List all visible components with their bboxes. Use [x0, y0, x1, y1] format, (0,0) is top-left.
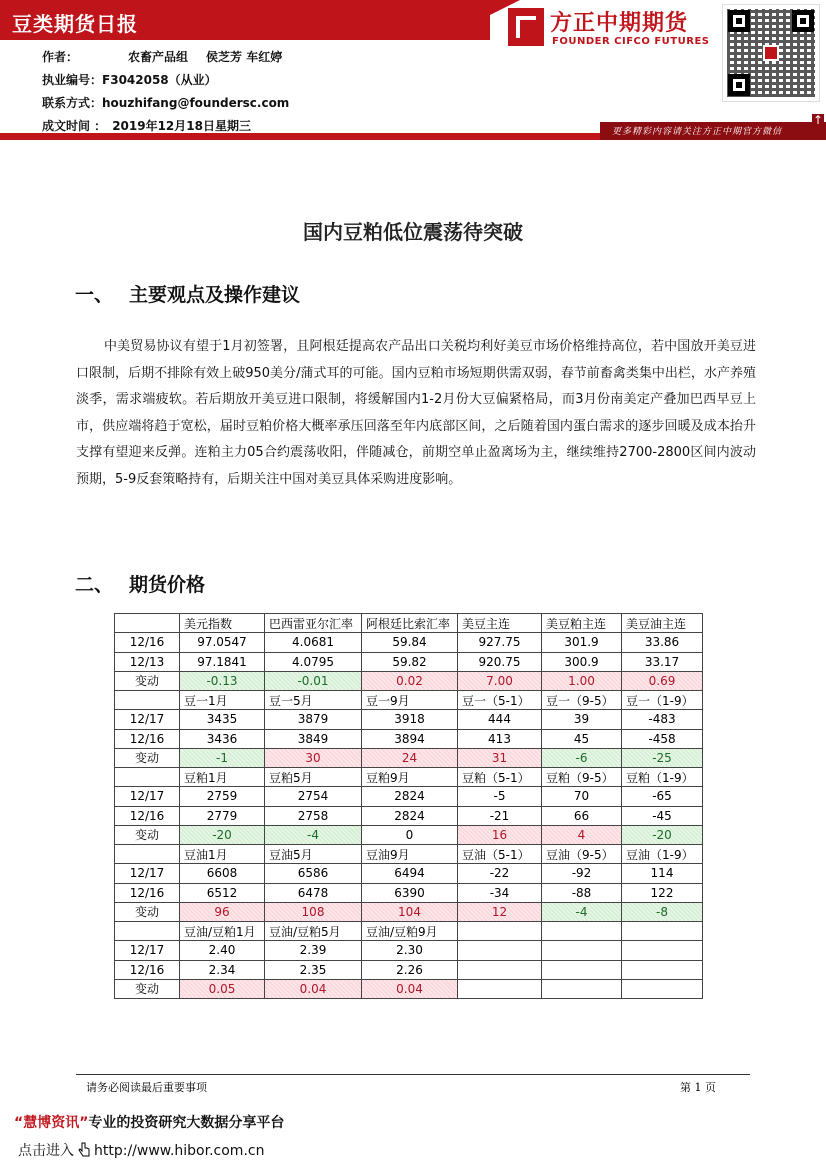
- table-cell: 3435: [180, 710, 265, 729]
- table-cell: -88: [542, 883, 622, 902]
- table-cell: 3879: [265, 710, 362, 729]
- table-cell: 美豆油主连: [622, 614, 703, 633]
- table-cell: 豆一9月: [362, 691, 458, 710]
- table-cell: 66: [542, 806, 622, 825]
- table-cell: 444: [458, 710, 542, 729]
- table-cell: 12/16: [115, 633, 180, 652]
- table-cell: 豆一5月: [265, 691, 362, 710]
- table-cell: 豆一（9-5）: [542, 691, 622, 710]
- table-cell: -483: [622, 710, 703, 729]
- table-cell: 413: [458, 729, 542, 748]
- table-cell: 927.75: [458, 633, 542, 652]
- hand-cursor-icon: [77, 1142, 91, 1158]
- table-cell: [542, 922, 622, 941]
- table-cell: -34: [458, 883, 542, 902]
- table-cell: [458, 922, 542, 941]
- table-row: [115, 960, 703, 979]
- table-header-row: [115, 614, 703, 633]
- table-cell: 豆油（5-1）: [458, 845, 542, 864]
- table-cell: 豆油9月: [362, 845, 458, 864]
- table-cell: 0.02: [362, 671, 458, 690]
- table-cell: 2.40: [180, 941, 265, 960]
- contact-value[interactable]: houzhifang@foundersc.com: [102, 96, 290, 110]
- promo-link-prefix: 点击进入: [18, 1143, 74, 1159]
- table-cell: 3849: [265, 729, 362, 748]
- table-cell: -4: [265, 825, 362, 844]
- table-header-row: [115, 845, 703, 864]
- table-cell: 3918: [362, 710, 458, 729]
- table-cell: 12/17: [115, 787, 180, 806]
- table-cell: 0: [362, 825, 458, 844]
- footer-disclaimer: 请务必阅读最后重要事项: [86, 1081, 207, 1094]
- report-header: [0, 0, 826, 140]
- table-cell: 豆粕（1-9）: [622, 768, 703, 787]
- summary-paragraph: 中美贸易协议有望于1月初签署，且阿根廷提高农产品出口关税均利好美豆市场价格维持高位，若中国放开美豆进口限制，后期不排除有效上破950美分/蒲式耳的可能。国内豆粕市场短期供需双弱，春节前畜禽类集中出栏，水产养殖淡季，需求端疲软。若后期放开美豆进口限制，将缓解国内1-2月份大豆偏紧格局，而3月份南美定产叠加巴西早豆上市，供应端将趋于宽松，届时豆粕价格大概率承压回落至年内底部区间，之后随着国内蛋白需求的逐步回暖及成本抬升支撑有望迎来反弹。连粕主力05合约震荡收阳，伴随减仓，前期空单止盈离场为主，继续维持2700-2800区间内波动预期，5-9反套策略持有，后期关注中国对美豆具体采购进度影响。: [76, 339, 756, 487]
- table-cell: 变动: [115, 748, 180, 767]
- arrow-up-icon: ↑: [812, 114, 824, 136]
- table-cell: 33.86: [622, 633, 703, 652]
- table-cell: 12/17: [115, 710, 180, 729]
- table-cell: 6512: [180, 883, 265, 902]
- table-cell: 31: [458, 748, 542, 767]
- slogan-text: 更多精彩内容请关注方正中期官方微信: [612, 127, 783, 137]
- table-cell: -21: [458, 806, 542, 825]
- logo-name-cn: 方正中期期货: [550, 11, 689, 36]
- table-cell: -6: [542, 748, 622, 767]
- table-cell: [542, 941, 622, 960]
- meta-date: [42, 117, 251, 134]
- table-cell: 12/16: [115, 729, 180, 748]
- table-cell: 16: [458, 825, 542, 844]
- table-row: [115, 729, 703, 748]
- table-cell: 59.84: [362, 633, 458, 652]
- table-cell: 2.35: [265, 960, 362, 979]
- qr-code-icon: [722, 4, 820, 102]
- table-cell: [622, 960, 703, 979]
- table-cell: 巴西雷亚尔汇率: [265, 614, 362, 633]
- table-cell: 豆一（5-1）: [458, 691, 542, 710]
- table-cell: 96: [180, 902, 265, 921]
- table-cell: 豆粕（9-5）: [542, 768, 622, 787]
- table-cell: 2758: [265, 806, 362, 825]
- table-cell: 114: [622, 864, 703, 883]
- table-cell: -65: [622, 787, 703, 806]
- table-cell: 4.0681: [265, 633, 362, 652]
- table-cell: 2779: [180, 806, 265, 825]
- table-cell: [458, 979, 542, 998]
- table-cell: 12/17: [115, 864, 180, 883]
- table-cell: 豆油5月: [265, 845, 362, 864]
- table-row: [115, 941, 703, 960]
- table-row: [115, 806, 703, 825]
- promo-line: [14, 1112, 284, 1132]
- table-change-row: [115, 748, 703, 767]
- table-cell: 0.69: [622, 671, 703, 690]
- table-cell: 2.39: [265, 941, 362, 960]
- table-cell: [458, 941, 542, 960]
- table-cell: 2754: [265, 787, 362, 806]
- table-cell: 6586: [265, 864, 362, 883]
- table-cell: 美豆粕主连: [542, 614, 622, 633]
- table-change-row: [115, 825, 703, 844]
- table-row: [115, 883, 703, 902]
- logo-name-en: FOUNDER CIFCO FUTURES: [552, 36, 710, 47]
- table-cell: 12/13: [115, 652, 180, 671]
- table-cell: -45: [622, 806, 703, 825]
- author-label: 作者：: [42, 50, 79, 64]
- table-cell: -1: [180, 748, 265, 767]
- table-cell: [115, 922, 180, 941]
- table-row: [115, 633, 703, 652]
- table-cell: 豆油1月: [180, 845, 265, 864]
- table-cell: 12/17: [115, 941, 180, 960]
- table-change-row: [115, 902, 703, 921]
- table-header-row: [115, 768, 703, 787]
- table-cell: -458: [622, 729, 703, 748]
- footer-page-number: 第 1 页: [680, 1081, 716, 1094]
- table-cell: 豆粕（5-1）: [458, 768, 542, 787]
- table-cell: 阿根廷比索汇率: [362, 614, 458, 633]
- table-cell: 豆粕5月: [265, 768, 362, 787]
- promo-link-line: [18, 1140, 264, 1160]
- table-cell: [115, 614, 180, 633]
- meta-license: [42, 71, 217, 88]
- logo-mark-icon: [508, 8, 544, 46]
- table-cell: 0.04: [265, 979, 362, 998]
- table-cell: 7.00: [458, 671, 542, 690]
- table-cell: -25: [622, 748, 703, 767]
- table-cell: [622, 941, 703, 960]
- table-cell: 2.26: [362, 960, 458, 979]
- table-cell: [115, 845, 180, 864]
- table-change-row: [115, 979, 703, 998]
- table-cell: [622, 922, 703, 941]
- table-cell: 97.1841: [180, 652, 265, 671]
- table-cell: 变动: [115, 825, 180, 844]
- table-change-row: [115, 671, 703, 690]
- author-names: 侯芝芳 车红婷: [206, 50, 283, 64]
- table-cell: 2824: [362, 806, 458, 825]
- table-cell: 6478: [265, 883, 362, 902]
- footer-divider: [76, 1074, 750, 1075]
- table-cell: 3894: [362, 729, 458, 748]
- table-cell: 39: [542, 710, 622, 729]
- table-cell: -20: [622, 825, 703, 844]
- table-cell: 122: [622, 883, 703, 902]
- table-cell: 24: [362, 748, 458, 767]
- table-cell: 0.04: [362, 979, 458, 998]
- table-row: [115, 710, 703, 729]
- meta-contact: [42, 94, 289, 111]
- table-cell: 59.82: [362, 652, 458, 671]
- table-cell: 70: [542, 787, 622, 806]
- table-cell: 豆一（1-9）: [622, 691, 703, 710]
- report-title: 豆类期货日报: [12, 12, 138, 36]
- table-cell: 12/16: [115, 960, 180, 979]
- table-cell: [622, 979, 703, 998]
- table-cell: -8: [622, 902, 703, 921]
- table-cell: 豆油/豆粕1月: [180, 922, 265, 941]
- author-group: 农畜产品组: [128, 50, 189, 64]
- promo-brand: “慧博资讯”: [14, 1115, 89, 1131]
- table-cell: 美元指数: [180, 614, 265, 633]
- table-cell: 豆粕1月: [180, 768, 265, 787]
- table-cell: 301.9: [542, 633, 622, 652]
- table-cell: 豆油（9-5）: [542, 845, 622, 864]
- section-title: 主要观点及操作建议: [129, 284, 301, 306]
- table-cell: -0.13: [180, 671, 265, 690]
- table-cell: 30: [265, 748, 362, 767]
- license-label: 执业编号：: [42, 73, 103, 87]
- promo-link[interactable]: http://www.hibor.com.cn: [94, 1143, 265, 1159]
- table-cell: 4: [542, 825, 622, 844]
- table-cell: 12/16: [115, 806, 180, 825]
- futures-price-table: [114, 613, 703, 999]
- table-header-row: [115, 691, 703, 710]
- table-cell: 12/16: [115, 883, 180, 902]
- table-cell: 104: [362, 902, 458, 921]
- meta-author: [42, 48, 282, 65]
- table-cell: 4.0795: [265, 652, 362, 671]
- table-cell: -92: [542, 864, 622, 883]
- table-cell: 2.34: [180, 960, 265, 979]
- table-cell: 0.05: [180, 979, 265, 998]
- table-cell: 2.30: [362, 941, 458, 960]
- table-cell: 变动: [115, 902, 180, 921]
- company-logo: [508, 6, 718, 56]
- table-cell: 1.00: [542, 671, 622, 690]
- table-cell: 豆一1月: [180, 691, 265, 710]
- table-cell: 3436: [180, 729, 265, 748]
- table-cell: 美豆主连: [458, 614, 542, 633]
- section-title: 期货价格: [129, 574, 206, 596]
- table-cell: [542, 960, 622, 979]
- table-cell: 33.17: [622, 652, 703, 671]
- table-cell: 97.0547: [180, 633, 265, 652]
- table-cell: [115, 691, 180, 710]
- section-number: 二、: [75, 574, 114, 596]
- date-value: 2019年12月18日星期三: [112, 119, 251, 133]
- table-cell: 6608: [180, 864, 265, 883]
- table-cell: 豆油（1-9）: [622, 845, 703, 864]
- table-row: [115, 864, 703, 883]
- table-cell: 108: [265, 902, 362, 921]
- table-cell: 豆油/豆粕5月: [265, 922, 362, 941]
- table-header-row: [115, 922, 703, 941]
- table-cell: 6390: [362, 883, 458, 902]
- document-title: 国内豆粕低位震荡待突破: [303, 220, 523, 244]
- section-number: 一、: [75, 284, 114, 306]
- date-label: 成文时间 ：: [42, 119, 107, 133]
- table-cell: 300.9: [542, 652, 622, 671]
- table-cell: 12: [458, 902, 542, 921]
- table-cell: -4: [542, 902, 622, 921]
- table-cell: [115, 768, 180, 787]
- table-cell: 豆油/豆粕9月: [362, 922, 458, 941]
- table-cell: 变动: [115, 979, 180, 998]
- table-cell: 2759: [180, 787, 265, 806]
- table-cell: 变动: [115, 671, 180, 690]
- table-cell: [458, 960, 542, 979]
- table-cell: -22: [458, 864, 542, 883]
- table-cell: 45: [542, 729, 622, 748]
- section-heading-2: [75, 570, 205, 597]
- table-row: [115, 787, 703, 806]
- table-cell: 6494: [362, 864, 458, 883]
- table-cell: 豆粕9月: [362, 768, 458, 787]
- table-row: [115, 652, 703, 671]
- table-cell: 2824: [362, 787, 458, 806]
- table-cell: -5: [458, 787, 542, 806]
- promo-text: 专业的投资研究大数据分享平台: [88, 1115, 285, 1131]
- section-heading-1: [75, 280, 300, 307]
- table-cell: -0.01: [265, 671, 362, 690]
- license-value: F3042058（从业）: [102, 73, 217, 87]
- contact-label: 联系方式：: [42, 96, 103, 110]
- table-cell: 920.75: [458, 652, 542, 671]
- table-cell: -20: [180, 825, 265, 844]
- table-cell: [542, 979, 622, 998]
